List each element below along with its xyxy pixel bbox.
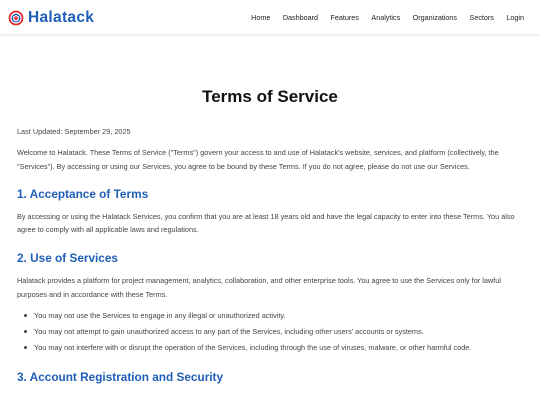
intro-paragraph: Welcome to Halatack. These Terms of Service ("Terms") govern your access to and use of Halatack's website, services, and platform (collectively, the "Services"). By accessing or using our Services, you agree to be bound by these Terms. If you do not agree, please do not use our Services. xyxy=(17,148,499,171)
section-title-account-registration: 3. Account Registration and Security xyxy=(17,369,224,384)
terms-content xyxy=(17,35,523,385)
list-item: You may not interfere with or disrupt the operation of the Services, including through the use of viruses, malware, or other harmful code. xyxy=(34,340,523,356)
top-navbar xyxy=(0,0,540,35)
section-title-use-of-services: 2. Use of Services xyxy=(17,251,118,266)
list-item: You may not use the Services to engage in any illegal or unauthorized activity. xyxy=(34,308,523,324)
nav-link-organizations[interactable]: Organizations xyxy=(412,13,458,22)
brand-logo-link[interactable] xyxy=(8,8,94,27)
nav-link-sectors[interactable]: Sectors xyxy=(469,13,494,22)
brand-name: Halatack xyxy=(28,9,95,26)
last-updated: Last Updated: September 29, 2025 xyxy=(17,127,131,136)
target-shield-logo-icon xyxy=(8,10,24,26)
section-body-acceptance: By accessing or using the Halatack Services, you confirm that you are at least 18 years old and have the legal capacity to enter into these Terms. You also agree to comply with all applicable laws and regulations. xyxy=(17,211,515,235)
list-item: You may not attempt to gain unauthorized access to any part of the Services, including other users' accounts or systems. xyxy=(34,324,523,340)
section-title-acceptance: 1. Acceptance of Terms xyxy=(17,186,149,201)
nav-link-home[interactable]: Home xyxy=(251,13,271,22)
nav-link-features[interactable]: Features xyxy=(330,13,359,22)
section-body-use-of-services: Halatack provides a platform for project management, analytics, collaboration, and other enterprise tools. You agree to use the Services only for lawful purposes and in accordance with these Terms. xyxy=(17,276,501,299)
nav-link-analytics[interactable]: Analytics xyxy=(371,13,401,22)
nav-links xyxy=(239,0,524,35)
use-of-services-list xyxy=(17,308,523,356)
page-title: Terms of Service xyxy=(202,87,338,106)
nav-link-login[interactable]: Login xyxy=(506,13,524,22)
nav-link-dashboard[interactable]: Dashboard xyxy=(282,13,319,22)
